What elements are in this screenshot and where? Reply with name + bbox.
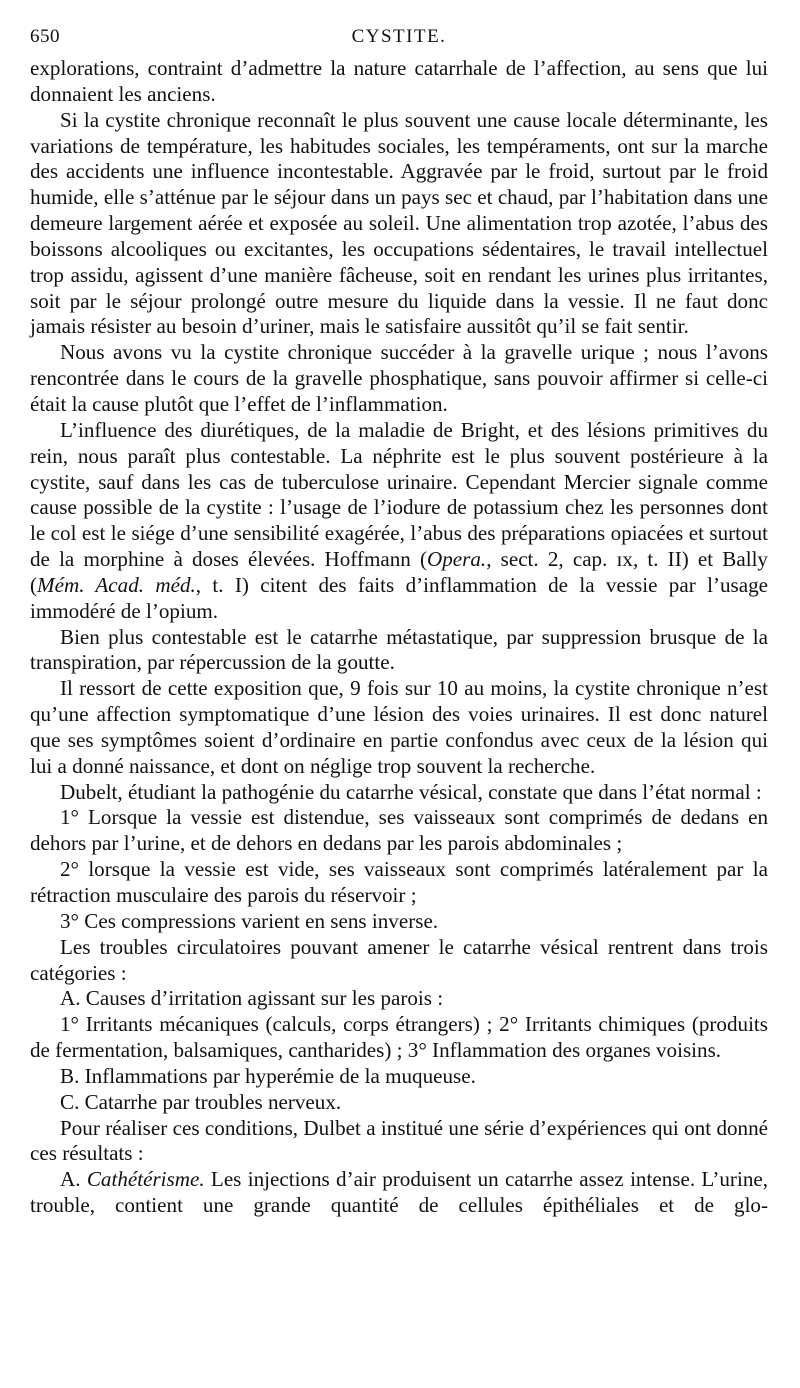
text-run: A. bbox=[60, 1167, 87, 1192]
paragraph: Nous avons vu la cystite chronique succéder à la gravelle urique ; nous l’avons rencontrée dans le cours de la gravelle phosphatique, sans pouvoir affirmer si celle-ci était la cause plutôt que l’effet de l’inflammation. bbox=[30, 340, 768, 416]
page-number: 650 bbox=[30, 26, 60, 47]
text-run: L’influence des diurétiques, de la maladie de Bright, et des lésions primitives du rein, nous paraît plus contestable. La néphrite est le plus souvent postérieure à la cystite, sauf dans les cas de tuberculose urinaire. Cependant Mercier signale comme cause possible de la cystite : l’usage de l’iodure de potassium chez les personnes dont le col est le siége d’une sensibilité exagérée, l’abus des préparations opiacées et surtout de la morphine à doses élevées. Hoffmann ( bbox=[30, 417, 768, 572]
paragraph: 1° Irritants mécaniques (calculs, corps étrangers) ; 2° Irritants chimiques (produits de fermentation, balsamiques, cantharides) ; 3° Inflammation des organes voisins. bbox=[30, 1012, 768, 1063]
paragraph: 3° Ces compressions varient en sens inverse. bbox=[60, 908, 439, 933]
italic-citation: Cathétérisme. bbox=[86, 1167, 205, 1192]
paragraph: B. Inflammations par hyperémie de la muqueuse. bbox=[60, 1063, 476, 1088]
page-body-text bbox=[30, 56, 768, 1219]
paragraph: 1° Lorsque la vessie est distendue, ses vaisseaux sont comprimés de dedans en dehors par l’urine, et de dehors en dedans par les parois abdominales ; bbox=[30, 805, 768, 856]
running-title: CYSTITE. bbox=[351, 26, 447, 47]
text-run: Les injections d’air produisent un catarrhe assez intense. L’urine, trouble, contient une grande quantité de cellules épithéliales et de glo- bbox=[30, 1167, 769, 1218]
paragraph: Les troubles circulatoires pouvant amener le catarrhe vésical rentrent dans trois catégories : bbox=[30, 934, 768, 985]
paragraph: explorations, contraint d’admettre la nature catarrhale de l’affection, au sens que lui donnaient les anciens. bbox=[30, 56, 768, 106]
paragraph: C. Catarrhe par troubles nerveux. bbox=[60, 1089, 342, 1114]
paragraph: Bien plus contestable est le catarrhe métastatique, par suppression brusque de la transpiration, par répercussion de la goutte. bbox=[30, 624, 768, 675]
paragraph: Si la cystite chronique reconnaît le plus souvent une cause locale déterminante, les variations de température, les habitudes sociales, les tempéraments, ont sur la marche des accidents une influence incontestable. Aggravée par le froid, surtout par le froid humide, elle s’atténue par le séjour dans un pays sec et chaud, par l’habitation dans une demeure largement aérée et exposée au soleil. Une alimentation trop azotée, l’abus des boissons alcooliques ou excitantes, les occupations sédentaires, le travail intellectuel trop assidu, agissent d’une manière fâcheuse, soit en rendant les urines plus irritantes, soit par le séjour prolongé outre mesure du liquide dans la vessie. Il ne faut donc jamais résister au besoin d’uriner, mais le satisfaire aussitôt qu’il se fait sentir. bbox=[30, 107, 768, 339]
running-header bbox=[30, 26, 768, 56]
paragraph bbox=[30, 418, 768, 625]
text-run: , sect. 2, cap. ɪx, t. II) et Bally ( bbox=[30, 547, 768, 597]
paragraph: A. Causes d’irritation agissant sur les parois : bbox=[60, 986, 444, 1011]
text-run: , t. I) citent des faits d’inflammation de la vessie par l’usage immodéré de l’opium. bbox=[30, 572, 768, 623]
paragraph: Il ressort de cette exposition que, 9 fois sur 10 au moins, la cystite chronique n’est qu’une affection symptomatique d’une lésion des voies urinaires. Il est donc naturel que ses symptômes soient d’ordinaire en partie confondus avec ceux de la lésion qui lui a donné naissance, et dont on néglige trop souvent la recherche. bbox=[30, 676, 768, 778]
italic-citation: Opera. bbox=[427, 547, 487, 572]
paragraph bbox=[30, 1167, 768, 1219]
italic-citation: Mém. Acad. méd. bbox=[37, 572, 196, 597]
book-page bbox=[30, 26, 768, 1219]
paragraph: 2° lorsque la vessie est vide, ses vaisseaux sont comprimés latéralement par la rétraction musculaire des parois du réservoir ; bbox=[30, 857, 768, 907]
paragraph: Dubelt, étudiant la pathogénie du catarrhe vésical, constate que dans l’état normal : bbox=[60, 779, 762, 804]
paragraph: Pour réaliser ces conditions, Dulbet a institué une série d’expériences qui ont donné ces résultats : bbox=[30, 1115, 768, 1166]
